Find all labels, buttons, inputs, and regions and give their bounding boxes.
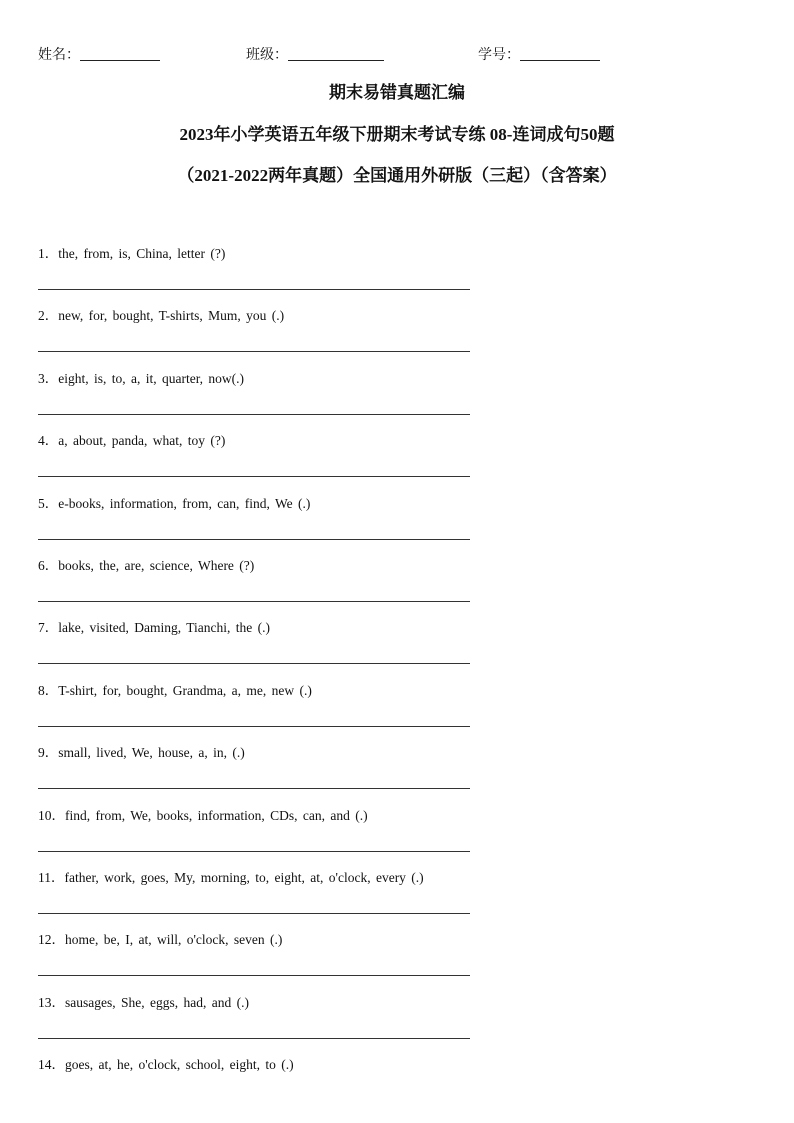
question-item — [38, 616, 498, 678]
student-id-field[interactable] — [478, 44, 600, 64]
question-item — [38, 492, 498, 554]
question-words: home, be, I, at, will, o'clock, seven (.) — [65, 932, 283, 948]
name-field[interactable] — [38, 44, 160, 64]
class-blank[interactable] — [288, 46, 384, 61]
question-words: new, for, bought, T-shirts, Mum, you (.) — [58, 308, 285, 324]
question-item — [38, 679, 498, 741]
question-words: lake, visited, Daming, Tianchi, the (.) — [58, 620, 270, 636]
question-text — [38, 741, 245, 761]
question-number: 9． — [38, 745, 59, 761]
question-item — [38, 866, 498, 928]
question-text — [38, 492, 310, 512]
student-id-blank[interactable] — [520, 46, 600, 61]
answer-line[interactable] — [38, 913, 470, 914]
question-number: 12． — [38, 932, 65, 948]
question-text — [38, 866, 424, 886]
answer-line[interactable] — [38, 851, 470, 852]
question-number: 2． — [38, 308, 59, 324]
question-text — [38, 616, 270, 636]
question-number: 13． — [38, 994, 65, 1010]
question-item — [38, 304, 498, 366]
question-text — [38, 928, 282, 948]
question-text — [38, 804, 368, 824]
question-number: 11． — [38, 869, 65, 885]
question-words: a, about, panda, what, toy (?) — [58, 433, 226, 449]
doc-title: 期末易错真题汇编 — [329, 83, 465, 102]
doc-subtitle: 2023年小学英语五年级下册期末考试专练 08-连词成句50题 — [179, 125, 615, 144]
question-number: 10． — [38, 807, 65, 823]
student-id-label: 学号： — [478, 48, 520, 63]
question-item — [38, 928, 498, 990]
question-text — [38, 554, 254, 574]
student-info-row — [38, 44, 738, 66]
question-number: 1． — [38, 246, 59, 261]
class-field[interactable] — [246, 44, 384, 64]
answer-line[interactable] — [38, 788, 470, 789]
answer-line[interactable] — [38, 1038, 470, 1039]
name-blank[interactable] — [80, 46, 160, 61]
question-item — [38, 804, 498, 866]
answer-line[interactable] — [38, 726, 470, 727]
question-item — [38, 242, 498, 304]
question-number: 3． — [38, 370, 59, 386]
question-words: e-books, information, from, can, find, We (.) — [58, 495, 311, 511]
question-text — [38, 429, 225, 449]
answer-line[interactable] — [38, 601, 470, 602]
name-label: 姓名： — [38, 48, 80, 63]
question-number: 8． — [38, 682, 59, 698]
question-text — [38, 367, 244, 387]
answer-line[interactable] — [38, 539, 470, 540]
doc-subtitle-edition: （2021-2022两年真题）全国通用外研版（三起）（含答案） — [177, 166, 617, 185]
question-words: books, the, are, science, Where (?) — [58, 557, 255, 573]
class-label: 班级： — [246, 48, 288, 63]
answer-line[interactable] — [38, 414, 470, 415]
question-text — [38, 304, 284, 324]
question-item — [38, 991, 498, 1053]
question-number: 7． — [38, 620, 59, 636]
answer-line[interactable] — [38, 975, 470, 976]
question-text — [38, 242, 225, 262]
question-number: 6． — [38, 557, 59, 573]
question-item — [38, 429, 498, 491]
answer-line[interactable] — [38, 476, 470, 477]
question-item — [38, 741, 498, 803]
question-words: goes, at, he, o'clock, school, eight, to (.) — [65, 1057, 294, 1073]
question-text — [38, 679, 312, 699]
question-words: sausages, She, eggs, had, and (.) — [65, 994, 249, 1010]
question-words: small, lived, We, house, a, in, (.) — [58, 745, 245, 761]
question-words: eight, is, to, a, it, quarter, now(.) — [58, 370, 245, 386]
question-item — [38, 1053, 498, 1115]
question-text — [38, 991, 249, 1011]
question-number: 5． — [38, 495, 59, 511]
question-words: find, from, We, books, information, CDs, can, and (.) — [65, 807, 368, 823]
question-item — [38, 367, 498, 429]
question-number: 14． — [38, 1057, 65, 1073]
question-number: 4． — [38, 433, 59, 449]
question-words: T-shirt, for, bought, Grandma, a, me, new (.) — [58, 682, 312, 698]
question-item — [38, 554, 498, 616]
answer-line[interactable] — [38, 663, 470, 664]
question-list — [38, 242, 498, 1115]
answer-line[interactable] — [38, 289, 470, 290]
question-text — [38, 1053, 294, 1073]
question-words: the, from, is, China, letter (?) — [58, 246, 226, 261]
answer-line[interactable] — [38, 351, 470, 352]
question-words: father, work, goes, My, morning, to, eight, at, o'clock, every (.) — [64, 869, 424, 885]
